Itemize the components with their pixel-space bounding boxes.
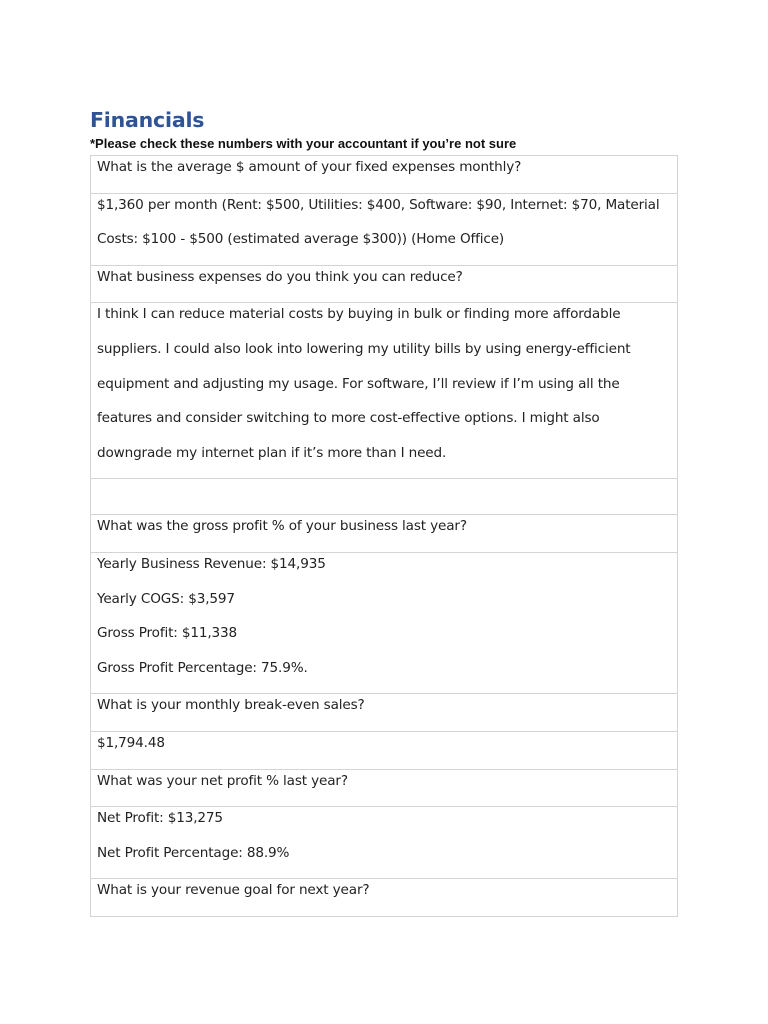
question-text: What is your monthly break-even sales? (97, 697, 365, 714)
question-row (91, 156, 677, 193)
answer-text: Net Profit Percentage: 88.9% (97, 844, 290, 861)
answer-text: Yearly COGS: $3,597 (97, 590, 235, 607)
blank-row (91, 478, 677, 514)
question-text: What business expenses do you think you can reduce? (97, 268, 463, 285)
question-row (91, 878, 677, 916)
answer-text: downgrade my internet plan if it’s more than I need. (97, 444, 447, 461)
page-title: Financials (90, 108, 205, 132)
financials-table (90, 155, 678, 917)
answer-row (91, 552, 677, 693)
answer-text: Gross Profit Percentage: 75.9%. (97, 659, 308, 676)
answer-row (91, 302, 677, 478)
question-row (91, 514, 677, 552)
answer-text: features and consider switching to more cost-effective options. I might also (97, 410, 600, 427)
page-subtitle: *Please check these numbers with your accountant if you’re not sure (90, 136, 517, 151)
question-text: What was the gross profit % of your business last year? (97, 518, 467, 535)
answer-row (91, 806, 677, 878)
answer-text: Yearly Business Revenue: $14,935 (97, 555, 326, 572)
answer-row (91, 193, 677, 265)
answer-text: $1,794.48 (97, 734, 165, 751)
answer-text: equipment and adjusting my usage. For software, I’ll review if I’m using all the (97, 375, 620, 392)
answer-text: suppliers. I could also look into lowering my utility bills by using energy-efficient (97, 340, 631, 357)
question-text: What is the average $ amount of your fixed expenses monthly? (97, 159, 522, 175)
answer-text: I think I can reduce material costs by buying in bulk or finding more affordable (97, 306, 621, 323)
answer-text: Gross Profit: $11,338 (97, 625, 238, 642)
answer-row (91, 731, 677, 769)
question-row (91, 693, 677, 731)
question-row (91, 769, 677, 807)
answer-text: Net Profit: $13,275 (97, 810, 223, 827)
question-text: What is your revenue goal for next year? (97, 882, 370, 899)
question-row (91, 265, 677, 303)
answer-text: $1,360 per month (Rent: $500, Utilities: $400, Software: $90, Internet: $70, Material (97, 196, 660, 213)
answer-text: Costs: $100 - $500 (estimated average $300)) (Home Office) (97, 231, 505, 248)
question-text: What was your net profit % last year? (97, 772, 348, 789)
document-page (90, 106, 678, 917)
